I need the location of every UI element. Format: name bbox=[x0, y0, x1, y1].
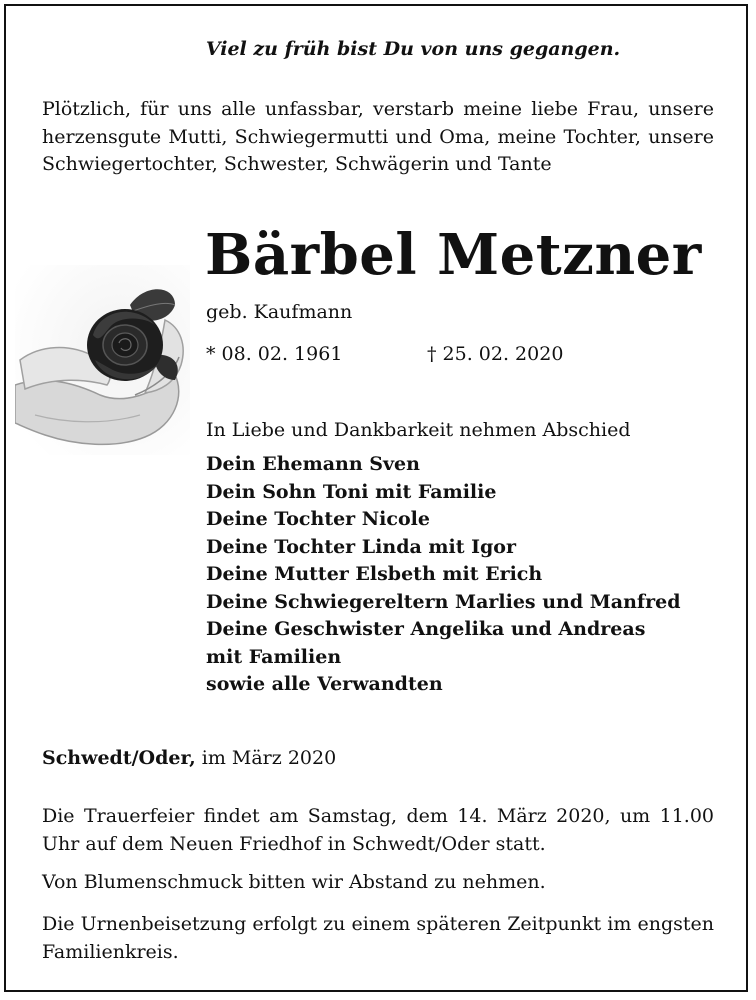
birth-date: * 08. 02. 1961 bbox=[206, 343, 343, 365]
mourner-line: mit Familien bbox=[206, 645, 342, 668]
mourner-line: Deine Geschwister Angelika und Andreas bbox=[206, 618, 646, 640]
flowers-note: Von Blumenschmuck bitten wir Abstand zu nehmen. bbox=[42, 871, 546, 893]
place: Schwedt/Oder, bbox=[42, 747, 196, 769]
intro-text: Plötzlich, für uns alle unfassbar, verstarb meine liebe Frau, unsere herzensgute Mutti, Schwiegermutti und Oma, meine Tochter, unsere Schwiegertochter, Schwester, Schwägerin und Tante bbox=[42, 98, 714, 175]
mourners-list bbox=[206, 451, 681, 699]
mourner-line: sowie alle Verwandten bbox=[206, 673, 443, 695]
motto: Viel zu früh bist Du von uns gegangen. bbox=[205, 38, 621, 60]
mourner-line: Deine Mutter Elsbeth mit Erich bbox=[206, 563, 543, 585]
farewell-line: In Liebe und Dankbarkeit nehmen Abschied bbox=[206, 419, 631, 441]
mourner-line: Deine Schwiegereltern Marlies und Manfred bbox=[206, 590, 681, 613]
mourner-line: Deine Tochter Nicole bbox=[206, 508, 430, 530]
death-date: † 25. 02. 2020 bbox=[427, 343, 564, 365]
service-info: Die Trauerfeier findet am Samstag, dem 14. März 2020, um 11.00 Uhr auf dem Neuen Friedhof in Schwedt/Oder statt. bbox=[42, 805, 714, 855]
rose-in-hands-icon bbox=[15, 265, 190, 455]
maiden-name: geb. Kaufmann bbox=[206, 301, 353, 323]
date: im März 2020 bbox=[201, 747, 337, 769]
place-date-line bbox=[42, 747, 336, 769]
mourner-line: Dein Sohn Toni mit Familie bbox=[206, 480, 497, 503]
deceased-name: Bärbel Metzner bbox=[205, 222, 702, 288]
mourner-line: Deine Tochter Linda mit Igor bbox=[206, 535, 516, 558]
mourner-line: Dein Ehemann Sven bbox=[206, 453, 420, 475]
urn-info: Die Urnenbeisetzung erfolgt zu einem späteren Zeitpunkt im engsten Familienkreis. bbox=[42, 913, 714, 963]
